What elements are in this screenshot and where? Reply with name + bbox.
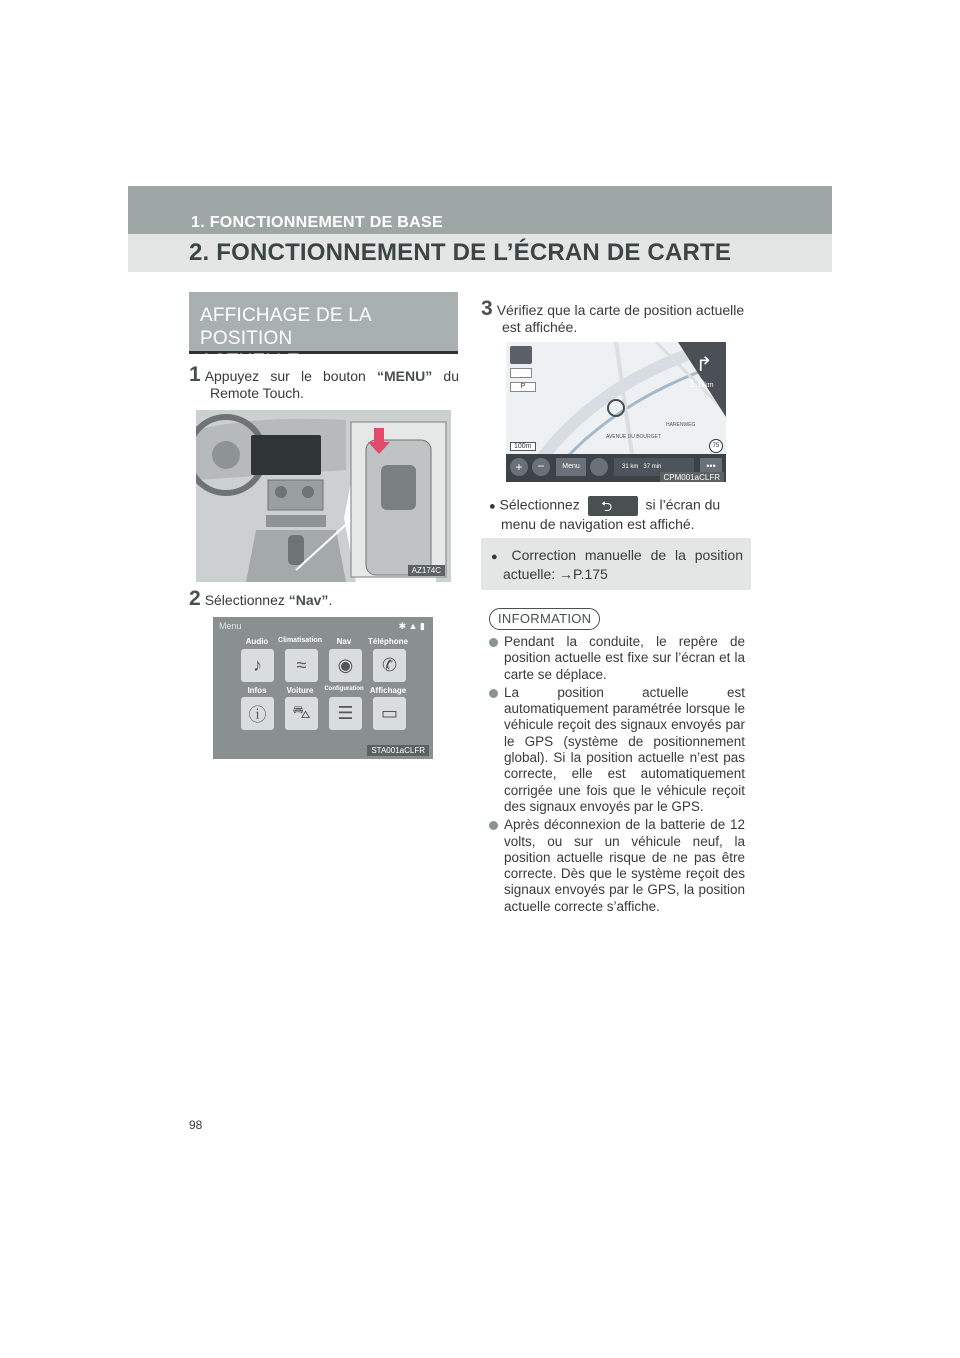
information-list: [489, 634, 745, 917]
figure-code: CPM001aCLFR: [660, 472, 724, 482]
menu-button-label: “MENU”: [377, 368, 433, 384]
step-1: 1 Appuyez sur le bouton “MENU” du Remote Touch.: [189, 363, 459, 401]
bullet-icon: [489, 638, 498, 647]
bullet-icon: [489, 689, 498, 698]
turn-distance: 1.0km: [689, 378, 714, 390]
menu-label-affichage: Affichage: [369, 686, 407, 695]
more-options-button[interactable]: •••: [700, 458, 722, 476]
section-heading: [189, 292, 458, 372]
menu-label-telephone: Téléphone: [367, 637, 408, 646]
correction-note: [481, 538, 751, 590]
map-scale: 100m: [510, 442, 536, 451]
menu-label-climatisation: Climatisation: [278, 637, 322, 644]
step-number: 2: [189, 587, 201, 610]
information-label: INFORMATION: [489, 608, 600, 630]
step-2: 2 Sélectionnez “Nav”.: [189, 587, 333, 610]
menu-label-voiture: Voiture: [286, 686, 314, 695]
page-number: 98: [189, 1118, 203, 1132]
info-icon[interactable]: ⓘ: [241, 697, 274, 730]
information-item: La position actuelle est automatiquement paramétrée lorsque le véhicule reçoit des signaux envoyés par le GPS (système de positionnement global). Si la position actuelle n’est pas correcte, elle est automatiquement corrigée une fois que le véhicule reçoit des signaux envoyés par le GPS.: [489, 685, 745, 815]
heading-line-1: AFFICHAGE DE LA POSITION: [200, 305, 371, 349]
map-mode-icon[interactable]: [510, 368, 532, 378]
street-name-1: AVENUE DU BOURGET: [606, 434, 661, 440]
figure-code: STA001aCLFR: [367, 745, 429, 756]
menu-label-infos: Infos: [247, 686, 267, 695]
climate-icon[interactable]: ≈: [285, 649, 318, 682]
turn-arrow-icon: ↱: [695, 354, 713, 376]
information-item: Pendant la conduite, le repère de position actuelle est fixe sur l’écran et la carte se déplace.: [489, 634, 745, 683]
information-item: Après déconnexion de la batterie de 12 volts, ou sur un véhicule neuf, la position actuelle risque de ne pas être correcte. Dès que le système reçoit des signaux envoyés par le GPS, la position actuelle correcte s’affiche.: [489, 817, 745, 915]
figure-code: AZ174C: [408, 565, 445, 576]
audio-icon[interactable]: ♪: [241, 649, 274, 682]
menu-label-audio: Audio: [245, 637, 269, 646]
route-shield: 75: [709, 439, 723, 453]
current-position-button[interactable]: [590, 458, 608, 476]
menu-screen-title: Menu: [219, 621, 242, 631]
map-menu-button[interactable]: Menu: [556, 458, 586, 476]
menu-label-configuration: Configuration: [324, 686, 364, 692]
bullet-icon: [489, 821, 498, 830]
back-button-note: ● Sélectionnez ⮌ si l’écran du menu de navigation est affiché.: [489, 496, 721, 532]
street-name-2: HARENWEG: [666, 422, 696, 428]
car-icon[interactable]: ⛍: [285, 697, 318, 730]
back-icon: ⮌: [588, 496, 638, 516]
nav-icon[interactable]: ◉: [329, 649, 362, 682]
phone-icon[interactable]: ✆: [373, 649, 406, 682]
menu-label-nav: Nav: [336, 637, 352, 646]
step-number: 1: [189, 363, 201, 386]
step-3: 3 Vérifiez que la carte de position actuelle est affichée.: [481, 297, 745, 335]
bullet-icon: ●: [491, 551, 503, 563]
map-screen-figure: [506, 342, 726, 482]
dashboard-drawing: [196, 410, 451, 582]
chapter-title: 2. FONCTIONNEMENT DE L’ÉCRAN DE CARTE: [189, 239, 732, 266]
zoom-in-button[interactable]: +: [510, 458, 528, 476]
settings-icon[interactable]: ☰: [329, 697, 362, 730]
heading-line-2: ACTUELLE: [200, 351, 300, 372]
correction-text: Correction manuelle de la position actuelle: →P.175: [503, 547, 743, 582]
status-icons: ✱ ▲ ▮: [398, 621, 425, 631]
nav-button-label: “Nav”: [288, 592, 329, 608]
step-number: 3: [481, 297, 493, 320]
trip-info[interactable]: 31 km 37 min: [614, 458, 694, 476]
menu-screen-figure: [213, 617, 433, 759]
bullet-icon: ●: [489, 500, 496, 513]
console-illustration: [196, 410, 451, 582]
compass-icon[interactable]: [510, 346, 532, 364]
section-label: 1. FONCTIONNEMENT DE BASE: [191, 214, 443, 231]
display-icon[interactable]: ▭: [373, 697, 406, 730]
parking-icon[interactable]: P: [510, 382, 536, 392]
zoom-out-button[interactable]: −: [532, 458, 550, 476]
